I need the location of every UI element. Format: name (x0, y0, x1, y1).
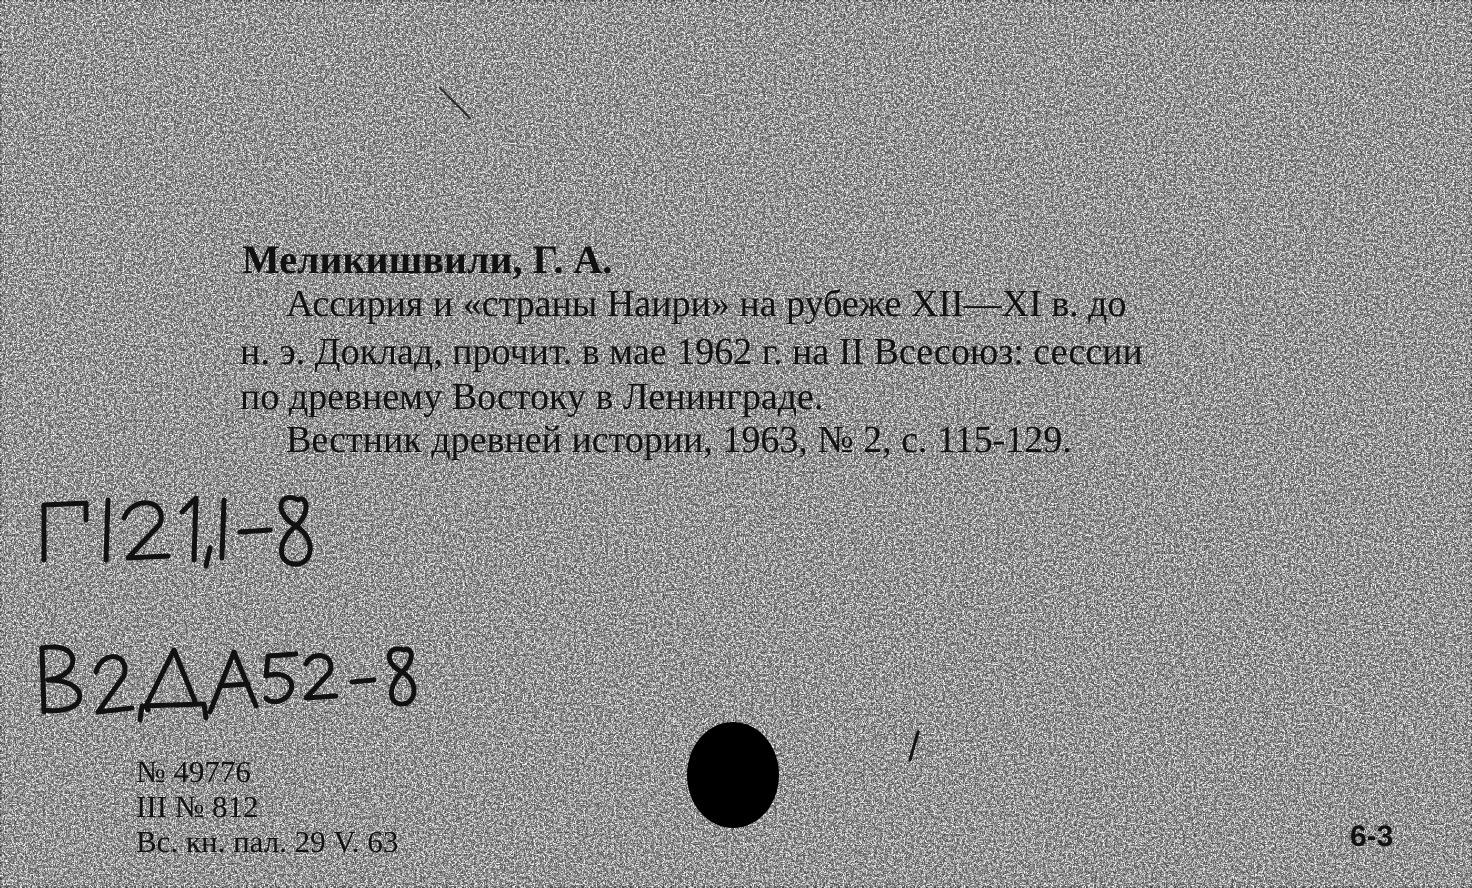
inventory-number: № 49776 (136, 754, 251, 789)
source-line: Вестник древней истории, 1963, № 2, с. 115-129. (286, 419, 1072, 461)
print-code: 6-3 (1350, 820, 1394, 853)
registry-number: III № 812 (136, 789, 259, 824)
title-line-3: по древнему Востоку в Ленинграде. (240, 376, 824, 418)
author-heading: Меликишвили, Г. А. (242, 237, 613, 282)
shelfmark-2-drawing (42, 647, 414, 720)
punch-hole (687, 722, 779, 828)
title-line-1: Ассирия и «страны Наири» на рубеже XII—XI в. до (286, 283, 1127, 325)
shelfmark-1-drawing (44, 497, 310, 566)
print-date-note: Вс. кн. пал. 29 V. 63 (136, 824, 399, 859)
title-line-2: н. э. Доклад, прочит. в мае 1962 г. на II Всесоюз: сессии (240, 331, 1143, 373)
